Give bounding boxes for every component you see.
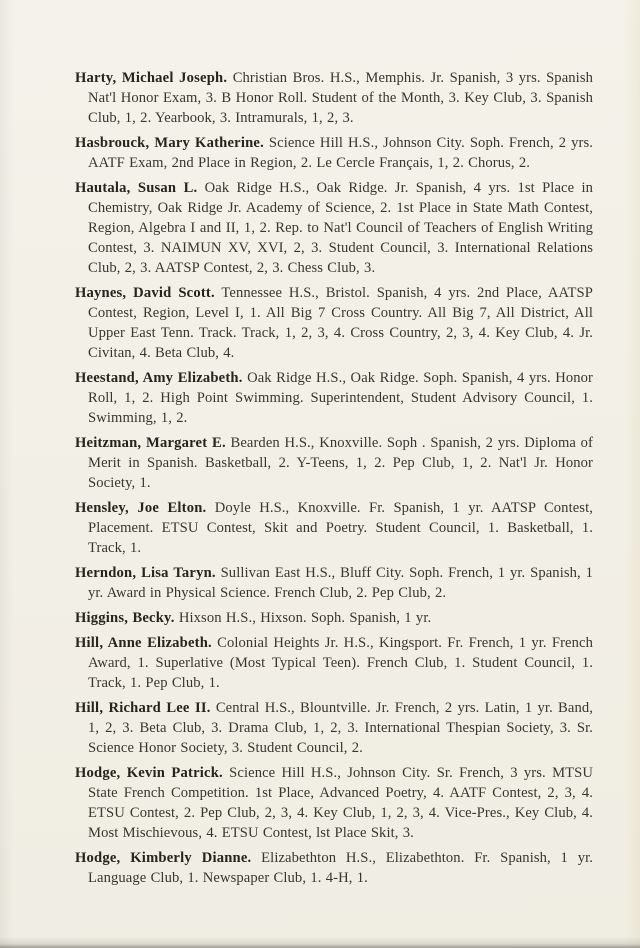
directory-entry (75, 698, 593, 758)
entry-details: Elizabethton H.S., Elizabethton. Fr. Spanish, 1 yr. Language Club, 1. Newspaper Club, 1. 4-H, 1. (88, 850, 594, 886)
student-name: Haynes, David Scott. (75, 285, 215, 301)
student-name: Herndon, Lisa Taryn. (75, 565, 216, 581)
directory-entry (75, 133, 593, 173)
directory-entry (75, 763, 593, 843)
directory-entry (75, 498, 593, 558)
student-name: Heitzman, Margaret E. (75, 435, 226, 451)
directory-entry (75, 283, 593, 363)
directory-entry (75, 848, 593, 888)
directory-entry-list (75, 68, 593, 888)
entry-details: Doyle H.S., Knoxville. Fr. Spanish, 1 yr. AATSP Contest, Placement. ETSU Contest, Skit and Poetry. Student Council, 1. Basketball, 1. Track, 1. (88, 500, 593, 556)
student-name: Harty, Michael Joseph. (75, 70, 228, 86)
entry-details: Colonial Heights Jr. H.S., Kingsport. Fr. French, 1 yr. French Award, 1. Superlative (Most Typical Teen). French Club, 1. Student Council, 1. Track, 1. Pep Club, 1. (88, 635, 593, 691)
entry-details: Tennessee H.S., Bristol. Spanish, 4 yrs. 2nd Place, AATSP Contest, Region, Level I, 1. All Big 7 Cross Country. All Big 7, All District, All Upper East Tenn. Track. Track, 1, 2, 3, 4. Cross Country, 2, 3, 4. Key Club, 4. Jr. Civitan, 4. Beta Club, 4. (88, 285, 593, 361)
directory-entry (75, 68, 593, 128)
student-name: Hodge, Kevin Patrick. (75, 765, 223, 781)
directory-entry (75, 178, 593, 278)
directory-entry (75, 563, 593, 603)
entry-details: Christian Bros. H.S., Memphis. Jr. Spanish, 3 yrs. Spanish Nat'l Honor Exam, 3. B Honor Roll. Student of the Month, 3. Key Club, 3. Spanish Club, 1, 2. Yearbook, 3. Intramurals, 1, 2, 3. (88, 70, 594, 126)
student-name: Hasbrouck, Mary Katherine. (75, 135, 264, 151)
entry-details: Science Hill H.S., Johnson City. Soph. French, 2 yrs. AATF Exam, 2nd Place in Region, 2. Le Cercle Français, 1, 2. Chorus, 2. (88, 135, 593, 171)
student-name: Hill, Anne Elizabeth. (75, 635, 212, 651)
student-name: Heestand, Amy Elizabeth. (75, 370, 243, 386)
directory-entry (75, 633, 593, 693)
student-name: Higgins, Becky. (75, 610, 175, 626)
directory-entry (75, 608, 593, 628)
directory-entry (75, 368, 593, 428)
student-name: Hensley, Joe Elton. (75, 500, 207, 516)
student-name: Hodge, Kimberly Dianne. (75, 850, 252, 866)
directory-entry (75, 433, 593, 493)
entry-details: Central H.S., Blountville. Jr. French, 2 yrs. Latin, 1 yr. Band, 1, 2, 3. Beta Club, 3. Drama Club, 1, 2, 3. International Thespian Society, 3. Sr. Science Honor Society, 3. Student Council, 2. (88, 700, 594, 756)
student-name: Hautala, Susan L. (75, 180, 198, 196)
entry-details: Oak Ridge H.S., Oak Ridge. Soph. Spanish, 4 yrs. Honor Roll, 1, 2. High Point Swimming. Superintendent, Student Advisory Council, 1. Swimming, 1, 2. (88, 370, 593, 426)
entry-details: Sullivan East H.S., Bluff City. Soph. French, 1 yr. Spanish, 1 yr. Award in Physical Science. French Club, 2. Pep Club, 2. (88, 565, 593, 601)
student-name: Hill, Richard Lee II. (75, 700, 211, 716)
entry-details: Science Hill H.S., Johnson City. Sr. French, 3 yrs. MTSU State French Competition. 1st Place, Advanced Poetry, 4. AATF Contest, 2, 3, 4. ETSU Contest, 2. Pep Club, 2, 3, 4. Key Club, 1, 2, 3, 4. Vice-Pres., Key Club, 4. Most Mischievous, 4. ETSU Contest, lst Place Skit, 3. (88, 765, 594, 841)
entry-details: Oak Ridge H.S., Oak Ridge. Jr. Spanish, 4 yrs. 1st Place in Chemistry, Oak Ridge Jr. Academy of Science, 2. 1st Place in State Math Contest, Region, Algebra I and II, 1, 2. Rep. to Nat'l Council of Teachers of English Writing Contest, 3. NAIMUN XV, XVI, 2, 3. Student Council, 3. International Relations Club, 2, 3. AATSP Contest, 2, 3. Chess Club, 3. (88, 180, 594, 276)
entry-details: Bearden H.S., Knoxville. Soph . Spanish, 2 yrs. Diploma of Merit in Spanish. Basketball, 2. Y-Teens, 1, 2. Pep Club, 1, 2. Nat'l Jr. Honor Society, 1. (88, 435, 594, 491)
entry-details: Hixson H.S., Hixson. Soph. Spanish, 1 yr. (178, 610, 432, 626)
